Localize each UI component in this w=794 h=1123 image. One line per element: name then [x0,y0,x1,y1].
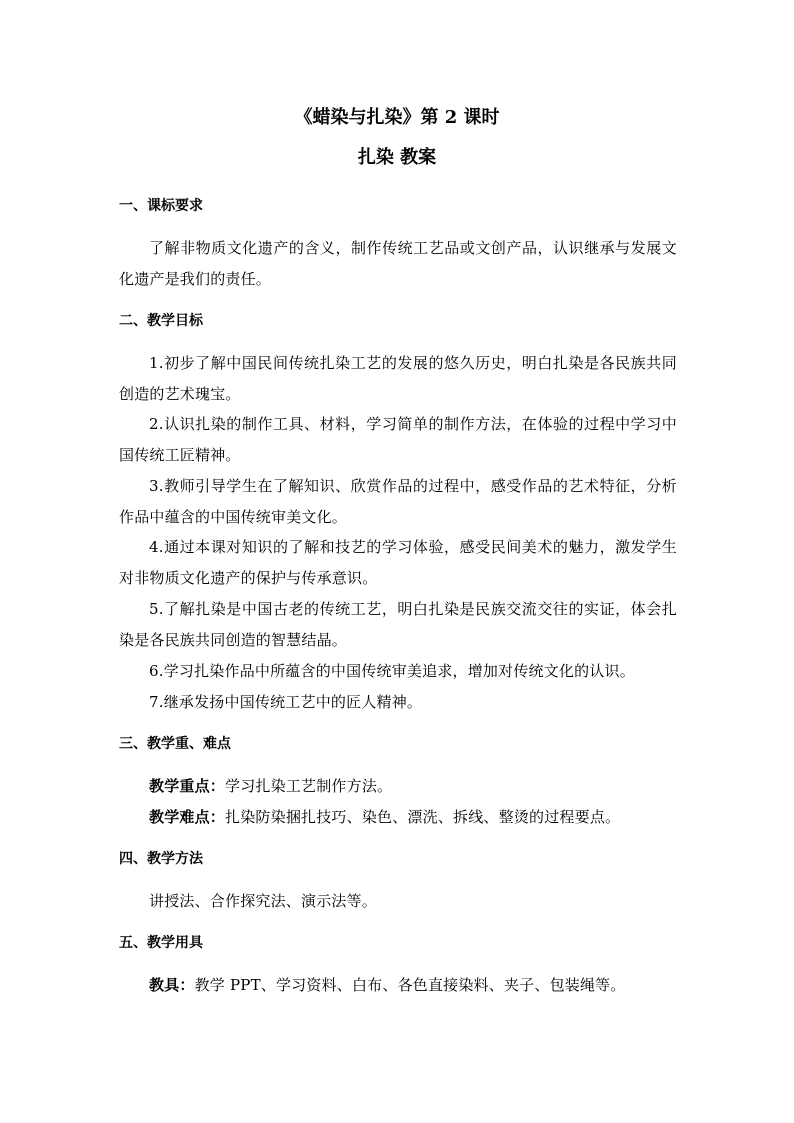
document-subtitle: 扎染 教案 [357,147,437,168]
section-heading-3: 三、教学重、难点 [119,736,231,752]
section-heading-1: 一、课标要求 [119,198,203,214]
tools-label: 教具： [149,976,195,994]
difficult-point [119,802,677,833]
objective-item: 3.教师引导学生在了解知识、欣赏作品的过程中，感受作品的艺术特征，分析作品中蕴含的中国传统审美文化。 [119,477,677,526]
objective-item: 2.认识扎染的制作工具、材料，学习简单的制作方法，在体验的过程中学习中国传统工匠精神。 [119,415,677,464]
document-title: 《蜡染与扎染》第 2 课时 [294,107,500,128]
section-heading-2: 二、教学目标 [119,313,203,329]
objective-item: 6.学习扎染作品中所蕴含的中国传统审美追求，增加对传统文化的认识。 [149,662,635,680]
difficult-point-label: 教学难点： [149,808,226,826]
key-point-label: 教学重点： [149,777,226,795]
objective-item: 7.继承发扬中国传统工艺中的匠人精神。 [149,693,423,711]
objective-item: 5.了解扎染是中国古老的传统工艺，明白扎染是民族交流交往的实证，体会扎染是各民族共同创造的智慧结晶。 [119,600,677,649]
objective-item: 4.通过本课对知识的了解和技艺的学习体验，感受民间美术的魅力，激发学生对非物质文化遗产的保护与传承意识。 [119,538,677,587]
paragraph: 讲授法、合作探究法、演示法等。 [149,892,378,910]
section-heading-4: 四、教学方法 [119,851,203,867]
tools-line [119,970,677,1001]
difficult-point-text: 扎染防染捆扎技巧、染色、漂洗、拆线、整烫的过程要点。 [225,808,621,826]
section-heading-5: 五、教学用具 [119,935,203,951]
key-point-text: 学习扎染工艺制作方法。 [225,777,393,795]
objective-item: 1.初步了解中国民间传统扎染工艺的发展的悠久历史，明白扎染是各民族共同创造的艺术瑰宝。 [119,354,677,403]
key-point [119,771,677,802]
tools-text: 教学 PPT、学习资料、白布、各色直接染料、夹子、包装绳等。 [194,976,626,994]
paragraph: 了解非物质文化遗产的含义，制作传统工艺品或文创产品，认识继承与发展文化遗产是我们的责任。 [119,239,677,288]
